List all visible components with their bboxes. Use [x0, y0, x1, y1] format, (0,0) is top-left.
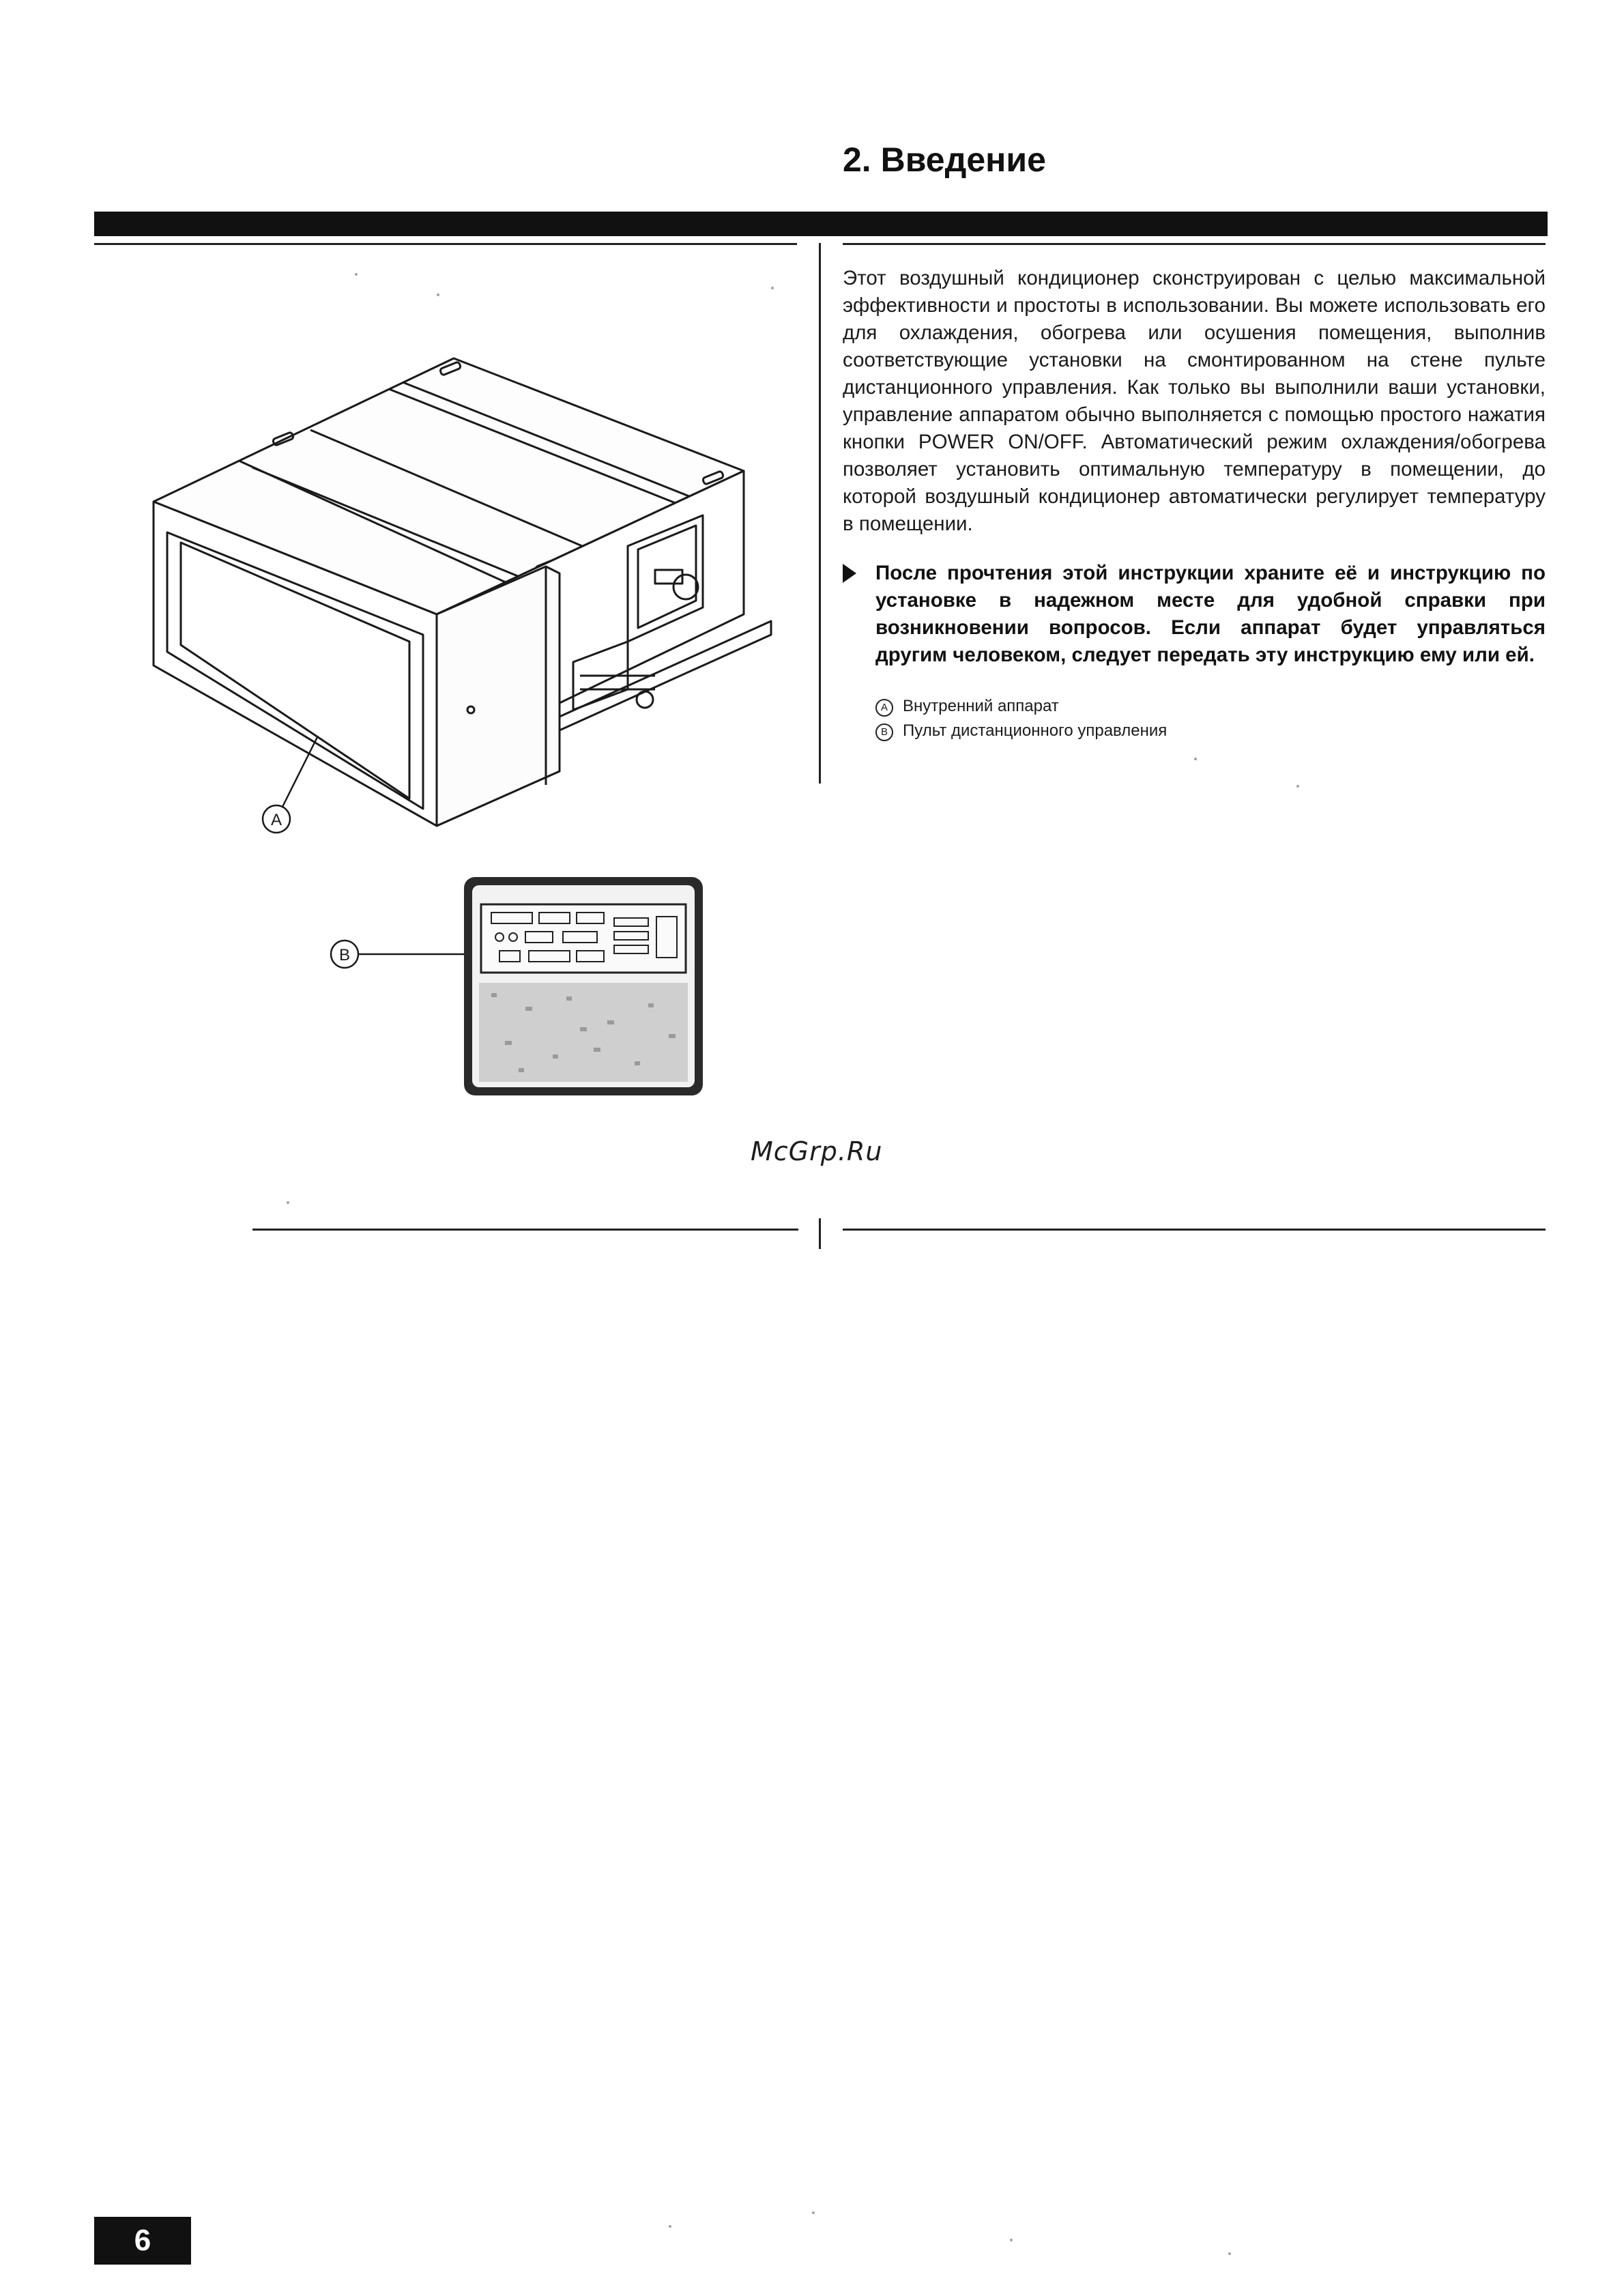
scan-speck [771, 287, 774, 289]
bottom-center-tick [819, 1218, 821, 1249]
watermark: McGrp.Ru [751, 1136, 883, 1166]
page-number: 6 [94, 2217, 191, 2265]
scan-speck [1010, 2239, 1013, 2241]
bottom-rule-right [843, 1229, 1546, 1231]
scan-speck [287, 1201, 289, 1204]
callout-b [331, 941, 358, 968]
remote-controller-illustration [321, 863, 710, 1102]
scan-speck [812, 2211, 815, 2214]
header-bar [94, 212, 1548, 236]
indoor-unit-illustration [136, 334, 792, 853]
legend-item-remote [875, 721, 1167, 741]
legend-marker-b: B [875, 723, 893, 741]
callout-a [263, 805, 290, 833]
legend-label-indoor-unit: Внутренний аппарат [903, 697, 1059, 715]
left-column-rule [94, 243, 797, 245]
legend-label-remote: Пульт дистанционного управления [903, 721, 1168, 740]
scan-speck [669, 2225, 671, 2228]
column-divider [819, 243, 821, 784]
scan-speck [437, 293, 439, 296]
scan-speck [1194, 758, 1197, 760]
storage-note-text: После прочтения этой инструкции храните её и инструкцию по установке в надежном месте для удобной справки при возникновении вопросов. Если аппарат будет управляться другим человеком, следует передать эту инструкцию ему или ей. [875, 562, 1546, 666]
legend-item-indoor-unit [875, 696, 1059, 717]
legend-marker-a: A [875, 699, 893, 717]
bottom-rule-left [252, 1229, 798, 1231]
storage-note [843, 560, 1546, 669]
callout-b-label: B [338, 946, 351, 964]
intro-paragraph: Этот воздушный кондиционер сконструирован с целью максимальной эффективности и простоты в использовании. Вы можете использовать его для охлаждения, обогрева или осушения помещения, выполнив соответствующие установки на смонтированном на стене пульте дистанционного управления. Как только вы выполнили ваши установки, управление аппаратом обычно выполняется с помощью простого нажатия кнопки POWER ON/OFF. Автоматический режим охлаждения/обогрева позволяет установить оптимальную температуру в помещении, до которой воздушный кондиционер автоматически регулирует температуру в помещении. [843, 267, 1546, 535]
callout-a-label: A [270, 811, 282, 829]
scan-speck [1228, 2252, 1231, 2255]
scan-speck [1296, 785, 1299, 788]
section-title: 2. Введение [843, 141, 1046, 179]
scan-speck [355, 273, 358, 276]
bullet-arrow-icon [843, 564, 856, 583]
right-column-rule [843, 243, 1546, 245]
